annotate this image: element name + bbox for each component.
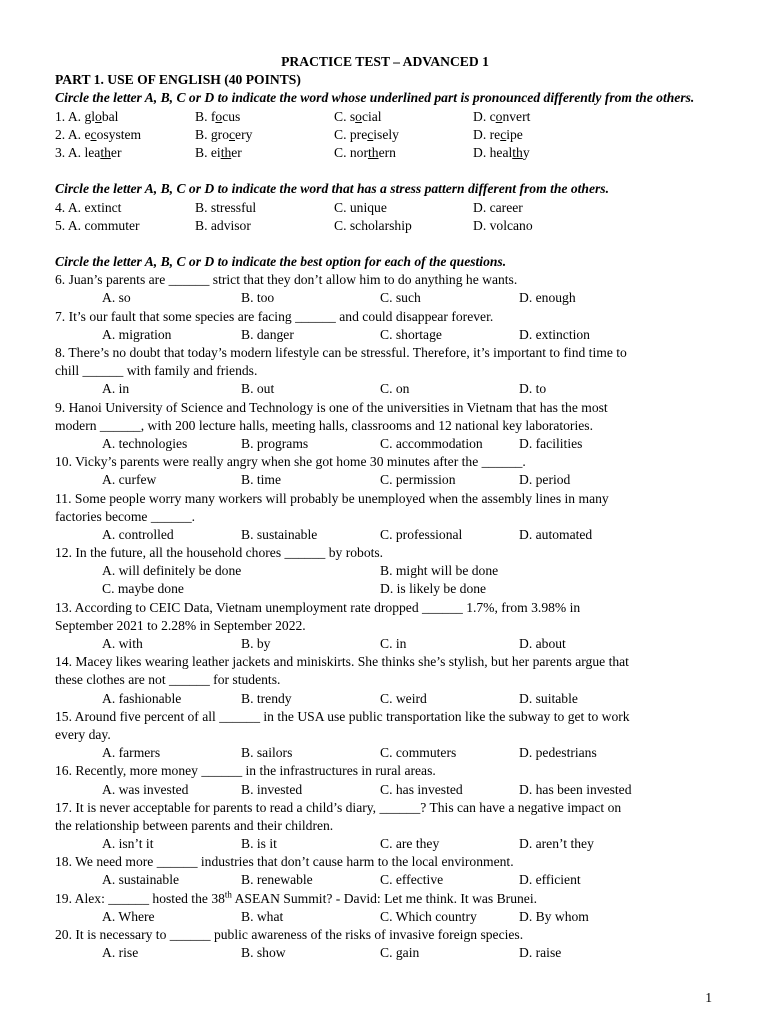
option: A. in	[102, 381, 130, 397]
option: D. aren’t they	[519, 836, 594, 852]
option: A. migration	[102, 326, 172, 342]
question-row	[55, 217, 715, 235]
option-c: C. precisely	[334, 126, 399, 142]
option: A. sustainable	[102, 872, 180, 888]
option: A. technologies	[102, 435, 188, 451]
options-row	[55, 526, 715, 544]
option: C. on	[380, 381, 410, 397]
question-text: 19. Alex: ______ hosted the 38th ASEAN Summit? - David: Let me think. It was Brunei.	[55, 889, 538, 906]
option: C. such	[380, 290, 421, 306]
option: D. suitable	[519, 690, 578, 706]
option: B. sustainable	[241, 526, 318, 542]
option: D. has been invested	[519, 781, 632, 797]
option: B. renewable	[241, 872, 313, 888]
page-title: PRACTICE TEST – ADVANCED 1	[281, 54, 489, 69]
option: D. to	[519, 381, 547, 397]
option-a: 4. A. extinct	[55, 199, 122, 215]
option: B. show	[241, 945, 286, 961]
question-row	[55, 144, 715, 162]
option: A. Where	[102, 908, 155, 924]
question-list	[55, 271, 715, 962]
question-text: 11. Some people worry many workers will probably be unemployed when the assembly lines in many	[55, 490, 609, 506]
option-b: B. stressful	[195, 199, 257, 215]
option: B. invested	[241, 781, 303, 797]
option: B. danger	[241, 326, 294, 342]
option-b: B. grocery	[195, 126, 253, 142]
options-row	[55, 871, 715, 889]
option-d: D. recipe	[473, 126, 523, 142]
option: B. is it	[241, 836, 277, 852]
option: C. maybe done	[102, 581, 184, 597]
instruction-pronunciation: Circle the letter A, B, C or D to indicate the word whose underlined part is pronounced differently from the others.	[55, 90, 695, 106]
option: C. permission	[380, 472, 456, 488]
options-row	[55, 781, 715, 799]
question-row	[55, 199, 715, 217]
option: C. in	[380, 636, 407, 652]
option-d: D. healthy	[473, 144, 530, 160]
option-c: C. unique	[334, 199, 387, 215]
option: C. has invested	[380, 781, 463, 797]
option: A. so	[102, 290, 131, 306]
option: C. commuters	[380, 745, 457, 761]
option: B. what	[241, 908, 284, 924]
option: B. out	[241, 381, 275, 397]
option-c: C. scholarship	[334, 217, 412, 233]
question-row	[55, 108, 715, 126]
instruction-best-option: Circle the letter A, B, C or D to indicate the best option for each of the questions.	[55, 254, 507, 270]
options-row	[55, 835, 715, 853]
options-row	[55, 380, 715, 398]
option: A. with	[102, 636, 143, 652]
option: A. isn’t it	[102, 836, 154, 852]
question-text: 20. It is necessary to ______ public awareness of the risks of invasive foreign species.	[55, 927, 524, 943]
option: A. farmers	[102, 745, 161, 761]
option: C. weird	[380, 690, 427, 706]
option: A. curfew	[102, 472, 157, 488]
question-text: chill ______ with family and friends.	[55, 363, 258, 379]
question-text: modern ______, with 200 lecture halls, meeting halls, classrooms and 12 national key laboratories.	[55, 417, 593, 433]
option: D. extinction	[519, 326, 590, 342]
option-a: 1. A. global	[55, 108, 119, 124]
option: D. about	[519, 636, 566, 652]
part-heading: PART 1. USE OF ENGLISH (40 POINTS)	[55, 72, 301, 88]
option: C. effective	[380, 872, 444, 888]
option: D. raise	[519, 945, 562, 961]
options-row	[55, 435, 715, 453]
option-c: C. social	[334, 108, 382, 124]
option: B. programs	[241, 435, 309, 451]
option-a: 3. A. leather	[55, 144, 122, 160]
option: A. controlled	[102, 526, 174, 542]
question-text: these clothes are not ______ for students.	[55, 672, 281, 688]
option: B. too	[241, 290, 275, 306]
question-text: every day.	[55, 726, 111, 742]
test-page	[55, 53, 715, 962]
option: C. shortage	[380, 326, 442, 342]
options-row	[55, 744, 715, 762]
question-text: factories become ______.	[55, 508, 196, 524]
question-text: 16. Recently, more money ______ in the infrastructures in rural areas.	[55, 763, 436, 779]
option-d: D. volcano	[473, 217, 533, 233]
option: A. was invested	[102, 781, 189, 797]
option: D. enough	[519, 290, 576, 306]
option: B. time	[241, 472, 282, 488]
option-b: B. focus	[195, 108, 241, 124]
question-row	[55, 126, 715, 144]
option-a: 2. A. ecosystem	[55, 126, 142, 142]
question-text: 17. It is never acceptable for parents to read a child’s diary, ______? This can have a negative impact on	[55, 799, 622, 815]
option: D. By whom	[519, 908, 589, 924]
option-d: D. career	[473, 199, 523, 215]
option: D. automated	[519, 526, 593, 542]
option: A. fashionable	[102, 690, 182, 706]
option: D. pedestrians	[519, 745, 597, 761]
question-text: 8. There’s no doubt that today’s modern lifestyle can be stressful. Therefore, it’s important to find time to	[55, 345, 627, 361]
instruction-stress: Circle the letter A, B, C or D to indicate the word that has a stress pattern different from the others.	[55, 181, 609, 197]
options-row	[55, 580, 715, 598]
option: C. accommodation	[380, 435, 483, 451]
options-row	[55, 635, 715, 653]
question-text: the relationship between parents and their children.	[55, 817, 334, 833]
question-text: 14. Macey likes wearing leather jackets and miniskirts. She thinks she’s stylish, but her parents argue that	[55, 654, 629, 670]
options-row	[55, 690, 715, 708]
options-row	[55, 471, 715, 489]
option: A. will definitely be done	[102, 563, 242, 579]
option: C. Which country	[380, 908, 477, 924]
option: B. might will be done	[380, 563, 499, 579]
option: C. are they	[380, 836, 440, 852]
question-text: 15. Around five percent of all ______ in the USA use public transportation like the subway to get to work	[55, 708, 630, 724]
question-text: 18. We need more ______ industries that don’t cause harm to the local environment.	[55, 854, 514, 870]
option-a: 5. A. commuter	[55, 217, 140, 233]
question-text: 10. Vicky’s parents were really angry when she got home 30 minutes after the ______.	[55, 454, 526, 470]
question-text: 12. In the future, all the household chores ______ by robots.	[55, 545, 384, 561]
options-row	[55, 562, 715, 580]
question-text: September 2021 to 2.28% in September 2022.	[55, 617, 306, 633]
options-row	[55, 908, 715, 926]
option: D. facilities	[519, 435, 583, 451]
option-b: B. advisor	[195, 217, 251, 233]
options-row	[55, 326, 715, 344]
option: D. is likely be done	[380, 581, 487, 597]
option: B. trendy	[241, 690, 292, 706]
option: D. efficient	[519, 872, 581, 888]
option-b: B. either	[195, 144, 242, 160]
page-number: 1	[705, 990, 712, 1005]
options-row	[55, 289, 715, 307]
options-row	[55, 944, 715, 962]
option-d: D. convert	[473, 108, 531, 124]
question-text: 6. Juan’s parents are ______ strict that they don’t allow him to do anything he wants.	[55, 272, 518, 288]
question-text: 7. It’s our fault that some species are facing ______ and could disappear forever.	[55, 308, 494, 324]
question-text: 9. Hanoi University of Science and Technology is one of the universities in Vietnam that has the most	[55, 399, 608, 415]
option: B. sailors	[241, 745, 293, 761]
option: D. period	[519, 472, 571, 488]
option: A. rise	[102, 945, 139, 961]
question-text: 13. According to CEIC Data, Vietnam unemployment rate dropped ______ 1.7%, from 3.98% in	[55, 599, 581, 615]
option: C. professional	[380, 526, 463, 542]
option: B. by	[241, 636, 271, 652]
option: C. gain	[380, 945, 420, 961]
option-c: C. northern	[334, 144, 396, 160]
